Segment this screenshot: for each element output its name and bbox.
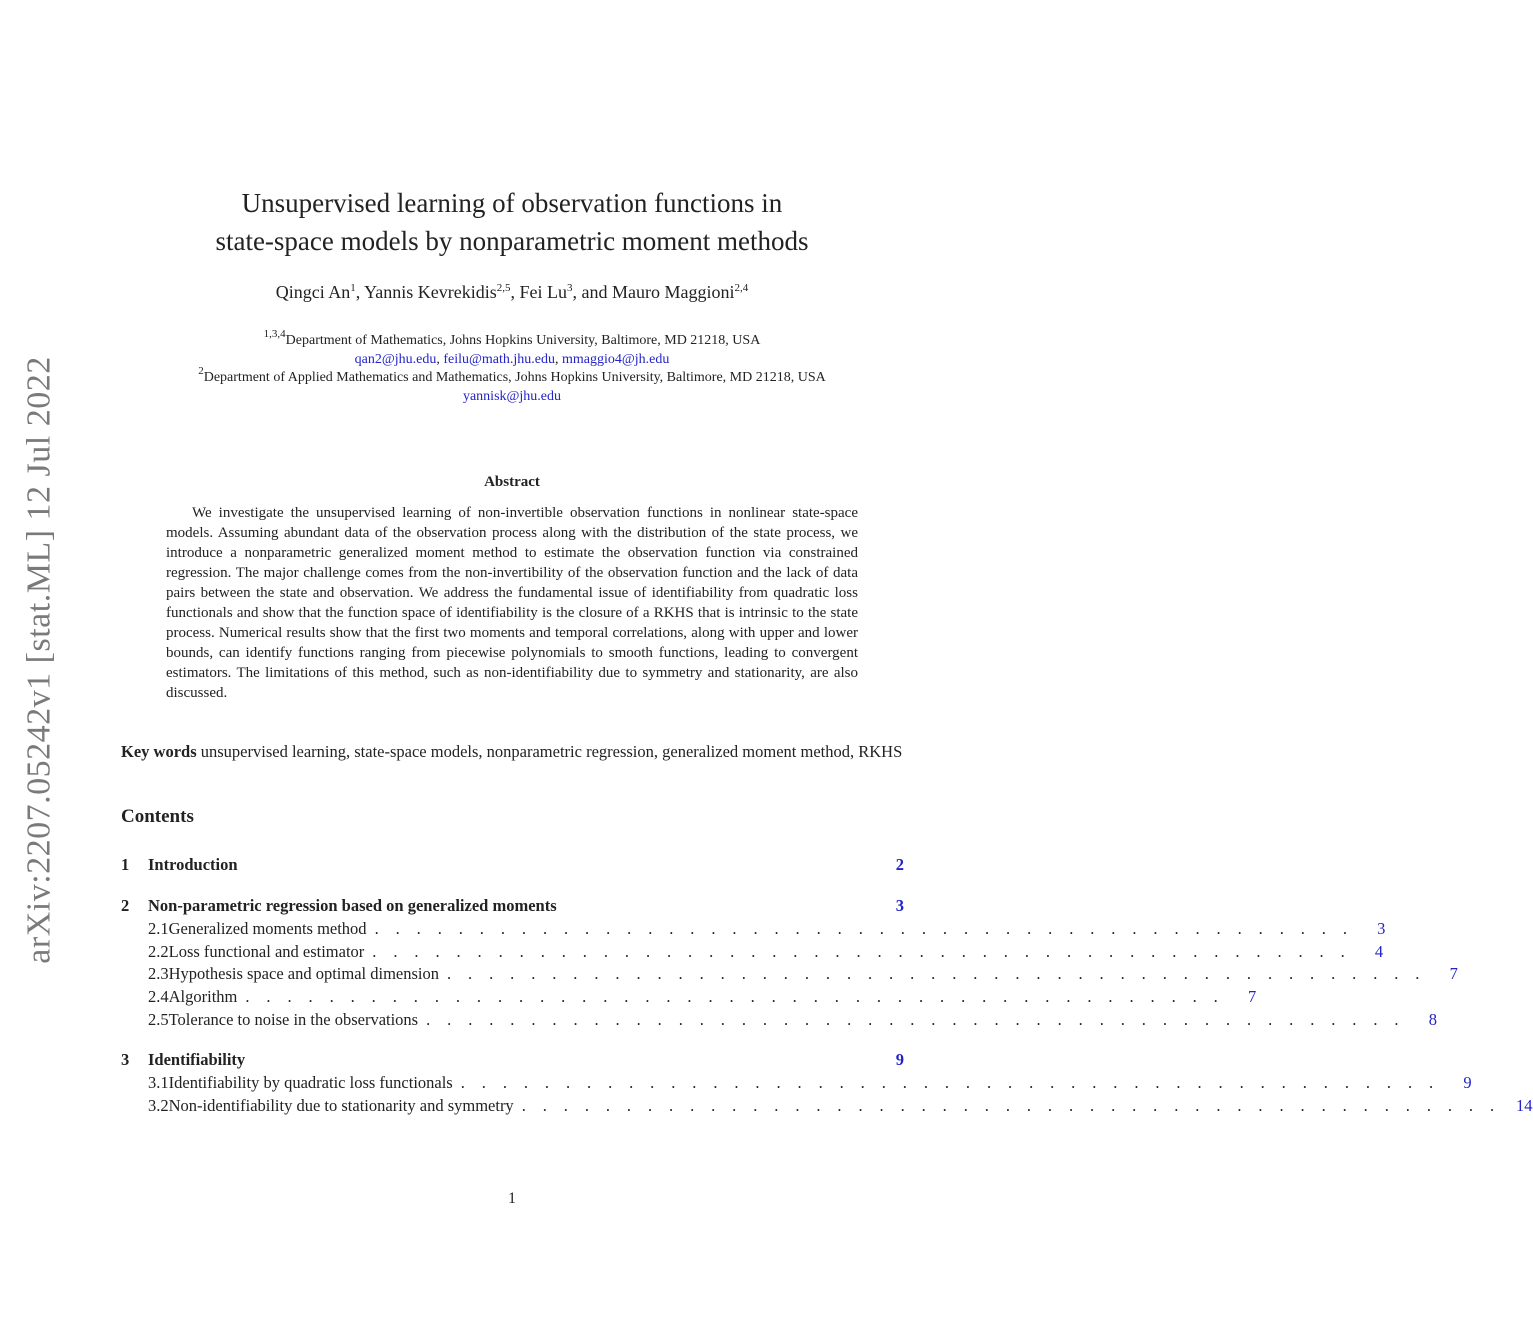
author: Yannis Kevrekidis [364,282,497,302]
email-link[interactable]: mmaggio4@jh.edu [561,351,670,367]
toc-leader: . . . . . . . . . . . . . . . . . . . . . . . . . . . . . . . . . . . . . . . . . . . . . . . [460,1073,1440,1093]
toc-page-link[interactable]: 14 [1516,1096,1533,1116]
toc-leader: . . . . . . . . . . . . . . . . . . . . . . . . . . . . . . . . . . . . . . . . . . . . . . . [447,964,1426,984]
toc-subsection[interactable]: 2.5 Tolerance to noise in the observations . . . . . . . . . . . . . . . . . . . . . . . . . . . . . . . . . . . . . . . . . . . . . . . 8 [148,1009,1437,1029]
toc-page-link[interactable]: 3 [895,896,904,915]
toc-section[interactable]: 1 Introduction 2 [121,855,904,874]
arxiv-stamp-text: arXiv:2207.05242v1 [stat.ML] 12 Jul 2022 [21,356,58,964]
toc-leader: . . . . . . . . . . . . . . . . . . . . . . . . . . . . . . . . . . . . . . . . . . . . . . . [521,1096,1501,1116]
affiliation-1: $^{1,3,4}$Department of Mathematics, Johns Hopkins University, Baltimore, MD 21218, USA [263,328,761,348]
keywords-text: unsupervised learning, state-space models, nonparametric regression, generalized moment method, RKHS [200,742,903,761]
arxiv-stamp [14,356,66,964]
author: Fei Lu [519,282,568,302]
paper-title [120,184,904,260]
toc-leader: . . . . . . . . . . . . . . . . . . . . . . . . . . . . . . . . . . . . . . . . . . . . . . . [245,987,1225,1007]
author-list: Qingci An$^1$, Yannis Kevrekidis$^{2,5}$, Fei Lu$^3$, and Mauro Maggioni$^{2,4}$ [275,282,749,302]
author-sup: 1 [350,282,356,294]
toc-page-link[interactable]: 3 [1377,919,1386,938]
toc-page-link[interactable]: 9 [895,1050,904,1070]
toc-page-link[interactable]: 2 [895,855,904,874]
affiliations [100,328,924,406]
toc-leader: . . . . . . . . . . . . . . . . . . . . . . . . . . . . . . . . . . . . . . . . . . . . . . . [426,1009,1405,1029]
keywords-label: Key words [121,742,197,761]
toc-page-link[interactable]: 8 [1428,1009,1437,1029]
abstract-body: We investigate the unsupervised learning of non-invertible observation functions in nonlinear state-space models. Assuming abundant data of the observation process along with the distribution of the state process, we introduce a nonparametric generalized moment method to estimate the observation function via constrained regression. The major challenge comes from the non-invertibility of the observation function and the lack of data pairs between the state and observation. We address the fundamental issue of identifiability from quadratic loss functionals and show that the function space of identifiability is the closure of a RKHS that is intrinsic to the state process. Numerical results show that the first two moments and temporal correlations, along with upper and lower bounds, can identify functions ranging from piecewise polynomials to smooth functions, leading to convergent estimators. The limitations of this method, such as non-identifiability due to symmetry and stationarity, are also discussed. [166,505,858,701]
affiliation-2: $^2$Department of Applied Mathematics and Mathematics, Johns Hopkins University, Baltimore, MD 21218, USA [198,365,826,385]
author-sup: 2,4 [734,282,749,294]
toc-subsection[interactable]: 2.1 Generalized moments method . . . . . . . . . . . . . . . . . . . . . . . . . . . . . . . . . . . . . . . . . . . . . . . 3 [148,919,1386,938]
table-of-contents [121,855,1533,1119]
page-number: 1 [508,1190,516,1207]
toc-subsection[interactable]: 3.2 Non-identifiability due to stationarity and symmetry . . . . . . . . . . . . . . . . . . . . . . . . . . . . . . . . . . . . . . . . . . . . . . . 14 [148,1096,1533,1116]
toc-subsection[interactable]: 2.3 Hypothesis space and optimal dimension . . . . . . . . . . . . . . . . . . . . . . . . . . . . . . . . . . . . . . . . . . . . . . . 7 [148,964,1458,984]
abstract-heading: Abstract [484,474,540,490]
toc-leader: . . . . . . . . . . . . . . . . . . . . . . . . . . . . . . . . . . . . . . . . . . . . . . . [374,919,1354,938]
author-sup: 2,5 [496,282,511,294]
toc-page-link[interactable]: 9 [1463,1073,1472,1093]
author: Mauro Maggioni [612,282,735,302]
author: Qingci An [275,282,351,302]
toc-section[interactable]: 3 Identifiability 9 [121,1050,904,1070]
toc-section[interactable]: 2 Non-parametric regression based on generalized moments 3 [121,896,904,915]
toc-page-link[interactable]: 7 [1247,987,1257,1007]
email-link[interactable]: feilu@math.jhu.edu [443,351,555,367]
email-link[interactable]: qan2@jhu.edu [354,351,437,367]
keywords [121,740,904,763]
affiliation-1-emails: qan2@jhu.edu, feilu@math.jhu.edu, mmaggio4@jh.edu [354,351,670,367]
email-link[interactable]: yannisk@jhu.edu [462,388,562,404]
toc-subsection[interactable]: 3.1 Identifiability by quadratic loss functionals . . . . . . . . . . . . . . . . . . . . . . . . . . . . . . . . . . . . . . . . . . . . . . . 9 [148,1073,1472,1093]
contents-heading: Contents [121,806,194,827]
toc-page-link[interactable]: 4 [1374,941,1384,961]
title-line-1: Unsupervised learning of observation functions in [241,188,783,218]
toc-page-link[interactable]: 7 [1449,964,1458,984]
toc-subsection[interactable]: 2.4 Algorithm . . . . . . . . . . . . . . . . . . . . . . . . . . . . . . . . . . . . . . . . . . . . . . . 7 [148,987,1257,1007]
author-sup: 3 [567,282,573,294]
toc-subsection[interactable]: 2.2 Loss functional and estimator . . . . . . . . . . . . . . . . . . . . . . . . . . . . . . . . . . . . . . . . . . . . . . . 4 [148,941,1384,961]
toc-leader: . . . . . . . . . . . . . . . . . . . . . . . . . . . . . . . . . . . . . . . . . . . . . . . [372,941,1352,961]
title-line-2: state-space models by nonparametric moment methods [215,226,809,256]
